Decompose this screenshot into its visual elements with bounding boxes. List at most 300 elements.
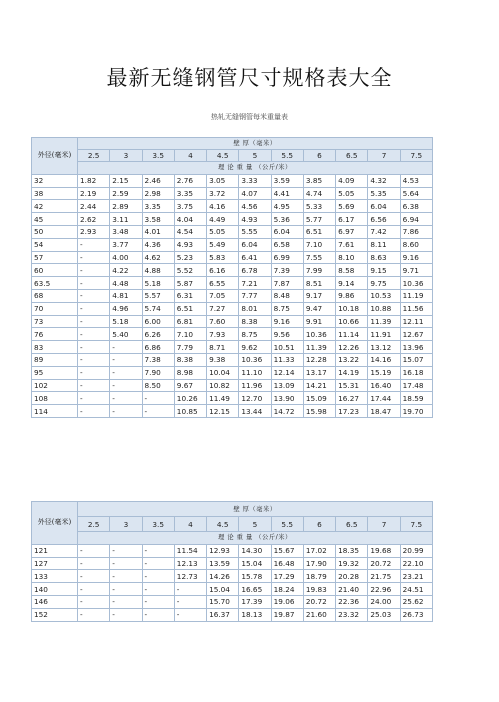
- weight-cell: 6.04: [271, 225, 303, 238]
- weight-cell: 11.54: [174, 544, 206, 557]
- weight-cell: -: [78, 264, 110, 277]
- weight-cell: -: [78, 277, 110, 290]
- weight-cell: 16.40: [368, 379, 400, 392]
- weight-cell: -: [142, 583, 174, 596]
- weight-cell: 3.33: [239, 174, 271, 187]
- thickness-header-cell: 4: [174, 150, 206, 162]
- outer-diameter-cell: 133: [32, 570, 78, 583]
- weight-cell: 12.26: [336, 341, 368, 354]
- theoretical-weight-header: 理 论 重 量 （公斤/米）: [78, 162, 433, 175]
- weight-cell: 11.56: [400, 302, 432, 315]
- weight-cell: 12.73: [174, 570, 206, 583]
- weight-cell: 6.04: [239, 238, 271, 251]
- weight-cell: 11.10: [239, 366, 271, 379]
- weight-cell: 5.40: [110, 328, 142, 341]
- table-row: [32, 200, 433, 213]
- weight-cell: 7.55: [303, 251, 335, 264]
- weight-cell: -: [110, 608, 142, 621]
- weight-cell: 18.13: [239, 608, 271, 621]
- weight-cell: 26.73: [400, 608, 432, 621]
- weight-cell: 14.72: [271, 405, 303, 418]
- weight-cell: 3.05: [207, 174, 239, 187]
- weight-cell: 15.04: [239, 557, 271, 570]
- thickness-header-cell: 4.5: [207, 150, 239, 162]
- weight-cell: 4.54: [174, 225, 206, 238]
- weight-cell: 1.82: [78, 174, 110, 187]
- weight-cell: 5.52: [174, 264, 206, 277]
- weight-cell: -: [78, 341, 110, 354]
- weight-cell: 21.40: [336, 583, 368, 596]
- outer-diameter-cell: 57: [32, 251, 78, 264]
- weight-cell: 12.15: [207, 405, 239, 418]
- weight-cell: 2.76: [174, 174, 206, 187]
- weight-cell: 7.87: [271, 277, 303, 290]
- weight-cell: 10.51: [271, 341, 303, 354]
- weight-cell: 5.64: [400, 187, 432, 200]
- weight-cell: 13.59: [207, 557, 239, 570]
- weight-cell: 6.94: [400, 213, 432, 226]
- weight-cell: -: [78, 302, 110, 315]
- weight-cell: -: [78, 608, 110, 621]
- weight-cell: 6.26: [142, 328, 174, 341]
- table-row: [32, 213, 433, 226]
- table-row: [32, 251, 433, 264]
- theoretical-weight-header: 理 论 重 量 （公斤/米）: [78, 532, 433, 545]
- table-row: [32, 595, 433, 608]
- weight-cell: 12.93: [207, 544, 239, 557]
- weight-cell: 6.00: [142, 315, 174, 328]
- weight-cell: -: [110, 379, 142, 392]
- weight-cell: 6.55: [207, 277, 239, 290]
- weight-cell: -: [78, 379, 110, 392]
- weight-cell: 15.31: [336, 379, 368, 392]
- thickness-header-cell: 6.5: [336, 150, 368, 162]
- weight-cell: 2.46: [142, 174, 174, 187]
- weight-cell: 24.00: [368, 595, 400, 608]
- weight-cell: 5.77: [303, 213, 335, 226]
- weight-cell: 6.17: [336, 213, 368, 226]
- weight-cell: 3.75: [174, 200, 206, 213]
- thickness-header-cell: 3: [110, 517, 142, 532]
- weight-cell: 17.29: [271, 570, 303, 583]
- weight-cell: -: [110, 595, 142, 608]
- weight-cell: 3.59: [271, 174, 303, 187]
- weight-cell: 10.53: [368, 289, 400, 302]
- table-row: [32, 392, 433, 405]
- outer-diameter-cell: 152: [32, 608, 78, 621]
- weight-cell: 4.01: [142, 225, 174, 238]
- weight-cell: -: [78, 405, 110, 418]
- header-row-group: [32, 502, 433, 517]
- weight-cell: 15.67: [271, 544, 303, 557]
- weight-cell: 9.56: [271, 328, 303, 341]
- weight-cell: 11.96: [239, 379, 271, 392]
- weight-cell: -: [174, 608, 206, 621]
- outer-diameter-cell: 73: [32, 315, 78, 328]
- weight-cell: 20.72: [303, 595, 335, 608]
- weight-cell: 21.60: [303, 608, 335, 621]
- weight-cell: 16.65: [239, 583, 271, 596]
- weight-cell: 25.03: [368, 608, 400, 621]
- weight-cell: 6.58: [271, 238, 303, 251]
- weight-cell: 2.44: [78, 200, 110, 213]
- weight-cell: -: [110, 405, 142, 418]
- weight-cell: 18.35: [336, 544, 368, 557]
- weight-cell: 16.37: [207, 608, 239, 621]
- weight-cell: -: [78, 353, 110, 366]
- weight-cell: 5.05: [336, 187, 368, 200]
- weight-cell: 13.96: [400, 341, 432, 354]
- weight-cell: 14.21: [303, 379, 335, 392]
- weight-cell: 10.26: [174, 392, 206, 405]
- weight-cell: 9.62: [239, 341, 271, 354]
- wall-thickness-header: 壁 厚（毫米）: [78, 502, 433, 517]
- weight-cell: 7.99: [303, 264, 335, 277]
- thickness-header-cell: 6.5: [336, 517, 368, 532]
- weight-cell: 3.11: [110, 213, 142, 226]
- weight-cell: 12.11: [400, 315, 432, 328]
- weight-cell: 7.42: [368, 225, 400, 238]
- weight-cell: 13.22: [336, 353, 368, 366]
- thickness-header-cell: 6: [303, 517, 335, 532]
- weight-cell: 4.09: [336, 174, 368, 187]
- weight-cell: 21.75: [368, 570, 400, 583]
- table-row: [32, 302, 433, 315]
- weight-cell: -: [174, 595, 206, 608]
- weight-cell: -: [78, 289, 110, 302]
- weight-cell: 4.00: [110, 251, 142, 264]
- weight-cell: 6.99: [271, 251, 303, 264]
- table-row: [32, 174, 433, 187]
- weight-cell: 9.16: [271, 315, 303, 328]
- weight-cell: 20.72: [368, 557, 400, 570]
- thickness-header-cell: 5: [239, 517, 271, 532]
- weight-cell: 7.10: [174, 328, 206, 341]
- weight-cell: 6.04: [368, 200, 400, 213]
- weight-cell: 2.62: [78, 213, 110, 226]
- weight-cell: 10.18: [336, 302, 368, 315]
- weight-cell: 16.18: [400, 366, 432, 379]
- weight-cell: 14.19: [336, 366, 368, 379]
- weight-cell: 19.32: [336, 557, 368, 570]
- weight-cell: 6.56: [368, 213, 400, 226]
- weight-cell: 10.36: [303, 328, 335, 341]
- weight-cell: -: [110, 557, 142, 570]
- weight-cell: 16.48: [271, 557, 303, 570]
- page-title: 最新无缝钢管尺寸规格表大全: [106, 66, 393, 90]
- weight-cell: 10.88: [368, 302, 400, 315]
- thickness-header-cell: 2.5: [78, 150, 110, 162]
- weight-cell: 8.50: [142, 379, 174, 392]
- weight-cell: 15.09: [303, 392, 335, 405]
- weight-cell: 22.10: [400, 557, 432, 570]
- weight-cell: 11.39: [303, 341, 335, 354]
- weight-cell: 12.14: [271, 366, 303, 379]
- weight-cell: 14.30: [239, 544, 271, 557]
- weight-cell: 8.63: [368, 251, 400, 264]
- weight-cell: 7.27: [207, 302, 239, 315]
- weight-cell: 19.70: [400, 405, 432, 418]
- weight-cell: -: [174, 583, 206, 596]
- weight-cell: -: [78, 583, 110, 596]
- weight-cell: 15.07: [400, 353, 432, 366]
- weight-cell: 5.33: [303, 200, 335, 213]
- weight-cell: 5.35: [368, 187, 400, 200]
- weight-cell: 25.62: [400, 595, 432, 608]
- weight-cell: -: [78, 251, 110, 264]
- weight-cell: 19.68: [368, 544, 400, 557]
- weight-cell: 18.47: [368, 405, 400, 418]
- weight-cell: 7.60: [207, 315, 239, 328]
- weight-cell: 13.09: [271, 379, 303, 392]
- weight-cell: 9.17: [303, 289, 335, 302]
- weight-cell: 24.51: [400, 583, 432, 596]
- weight-cell: 2.19: [78, 187, 110, 200]
- outer-diameter-cell: 68: [32, 289, 78, 302]
- table-row: [32, 570, 433, 583]
- weight-cell: 8.01: [239, 302, 271, 315]
- outer-diameter-cell: 127: [32, 557, 78, 570]
- header-row-thickness: [32, 517, 433, 532]
- weight-cell: 7.79: [174, 341, 206, 354]
- weight-cell: -: [78, 328, 110, 341]
- weight-cell: 9.71: [400, 264, 432, 277]
- weight-cell: -: [110, 341, 142, 354]
- weight-cell: 17.48: [400, 379, 432, 392]
- weight-cell: 4.88: [142, 264, 174, 277]
- weight-cell: -: [78, 392, 110, 405]
- weight-cell: -: [142, 608, 174, 621]
- outer-diameter-cell: 102: [32, 379, 78, 392]
- weight-cell: 7.05: [207, 289, 239, 302]
- weight-cell: 8.38: [174, 353, 206, 366]
- thickness-header-cell: 6: [303, 150, 335, 162]
- table-row: [32, 353, 433, 366]
- weight-cell: 17.44: [368, 392, 400, 405]
- weight-cell: 18.79: [303, 570, 335, 583]
- weight-cell: 4.96: [110, 302, 142, 315]
- weight-cell: 6.16: [207, 264, 239, 277]
- weight-cell: 9.75: [368, 277, 400, 290]
- table-row: [32, 366, 433, 379]
- weight-cell: 4.53: [400, 174, 432, 187]
- weight-cell: 4.07: [239, 187, 271, 200]
- weight-cell: 18.24: [271, 583, 303, 596]
- weight-cell: 5.87: [174, 277, 206, 290]
- pipe-weight-table-1: [31, 137, 433, 418]
- weight-cell: 4.32: [368, 174, 400, 187]
- weight-cell: 16.27: [336, 392, 368, 405]
- weight-cell: 2.89: [110, 200, 142, 213]
- thickness-header-cell: 7: [368, 517, 400, 532]
- outer-diameter-cell: 63.5: [32, 277, 78, 290]
- thickness-header-cell: 2.5: [78, 517, 110, 532]
- weight-cell: -: [110, 544, 142, 557]
- outer-diameter-cell: 60: [32, 264, 78, 277]
- weight-cell: -: [110, 583, 142, 596]
- weight-cell: 9.47: [303, 302, 335, 315]
- thickness-header-cell: 3.5: [142, 150, 174, 162]
- outer-diameter-cell: 38: [32, 187, 78, 200]
- weight-cell: 9.38: [207, 353, 239, 366]
- outer-diameter-cell: 108: [32, 392, 78, 405]
- weight-cell: 11.19: [400, 289, 432, 302]
- weight-cell: 11.39: [368, 315, 400, 328]
- weight-cell: 2.59: [110, 187, 142, 200]
- weight-cell: 7.93: [207, 328, 239, 341]
- weight-cell: 9.67: [174, 379, 206, 392]
- outer-diameter-header: 外径(毫米): [32, 502, 78, 545]
- table-row: [32, 264, 433, 277]
- weight-cell: 10.36: [400, 277, 432, 290]
- thickness-header-cell: 7.5: [400, 517, 432, 532]
- weight-cell: 5.36: [271, 213, 303, 226]
- weight-cell: 4.04: [174, 213, 206, 226]
- weight-cell: 11.33: [271, 353, 303, 366]
- weight-cell: 19.83: [303, 583, 335, 596]
- table-row: [32, 583, 433, 596]
- outer-diameter-cell: 146: [32, 595, 78, 608]
- weight-cell: 5.57: [142, 289, 174, 302]
- table-row: [32, 289, 433, 302]
- weight-cell: 5.18: [110, 315, 142, 328]
- header-row-thickness: [32, 150, 433, 162]
- weight-cell: 6.97: [336, 225, 368, 238]
- weight-cell: 20.99: [400, 544, 432, 557]
- wall-thickness-header: 壁 厚（毫米）: [78, 138, 433, 150]
- weight-cell: 2.93: [78, 225, 110, 238]
- table-row: [32, 608, 433, 621]
- weight-cell: 5.69: [336, 200, 368, 213]
- weight-cell: 8.75: [239, 328, 271, 341]
- weight-cell: 7.21: [239, 277, 271, 290]
- weight-cell: 12.13: [174, 557, 206, 570]
- weight-cell: 4.41: [271, 187, 303, 200]
- weight-cell: 9.91: [303, 315, 335, 328]
- outer-diameter-cell: 70: [32, 302, 78, 315]
- weight-cell: 5.23: [174, 251, 206, 264]
- weight-cell: 4.93: [239, 213, 271, 226]
- weight-cell: -: [78, 570, 110, 583]
- weight-cell: 4.56: [239, 200, 271, 213]
- weight-cell: 3.85: [303, 174, 335, 187]
- table-row: [32, 225, 433, 238]
- table-row: [32, 544, 433, 557]
- table-row: [32, 315, 433, 328]
- weight-cell: -: [142, 544, 174, 557]
- weight-cell: 13.90: [271, 392, 303, 405]
- pipe-weight-table-2: [31, 501, 433, 622]
- weight-cell: 8.11: [368, 238, 400, 251]
- weight-cell: 3.77: [110, 238, 142, 251]
- weight-cell: -: [142, 557, 174, 570]
- outer-diameter-cell: 54: [32, 238, 78, 251]
- weight-cell: 5.55: [239, 225, 271, 238]
- outer-diameter-cell: 32: [32, 174, 78, 187]
- weight-cell: -: [142, 570, 174, 583]
- weight-cell: 5.49: [207, 238, 239, 251]
- weight-cell: -: [78, 238, 110, 251]
- weight-cell: 19.06: [271, 595, 303, 608]
- table-row: [32, 238, 433, 251]
- table-row: [32, 277, 433, 290]
- weight-cell: 9.15: [368, 264, 400, 277]
- table-row: [32, 187, 433, 200]
- weight-cell: 15.19: [368, 366, 400, 379]
- weight-cell: 4.62: [142, 251, 174, 264]
- weight-cell: 10.82: [207, 379, 239, 392]
- weight-cell: 6.41: [239, 251, 271, 264]
- weight-cell: -: [110, 570, 142, 583]
- outer-diameter-cell: 140: [32, 583, 78, 596]
- weight-cell: 23.21: [400, 570, 432, 583]
- thickness-header-cell: 7.5: [400, 150, 432, 162]
- weight-cell: 8.10: [336, 251, 368, 264]
- weight-cell: 8.51: [303, 277, 335, 290]
- weight-cell: 4.22: [110, 264, 142, 277]
- weight-cell: 13.17: [303, 366, 335, 379]
- table-row: [32, 379, 433, 392]
- weight-cell: 4.95: [271, 200, 303, 213]
- weight-cell: 14.26: [207, 570, 239, 583]
- weight-cell: 12.70: [239, 392, 271, 405]
- weight-cell: 19.87: [271, 608, 303, 621]
- weight-cell: 4.81: [110, 289, 142, 302]
- weight-cell: 23.32: [336, 608, 368, 621]
- weight-cell: 10.04: [207, 366, 239, 379]
- weight-cell: 17.23: [336, 405, 368, 418]
- weight-cell: 14.16: [368, 353, 400, 366]
- weight-cell: 7.77: [239, 289, 271, 302]
- thickness-header-cell: 5.5: [271, 150, 303, 162]
- thickness-header-cell: 4.5: [207, 517, 239, 532]
- weight-cell: 5.18: [142, 277, 174, 290]
- outer-diameter-cell: 50: [32, 225, 78, 238]
- weight-cell: 2.15: [110, 174, 142, 187]
- weight-cell: -: [142, 392, 174, 405]
- thickness-header-cell: 5: [239, 150, 271, 162]
- weight-cell: 7.10: [303, 238, 335, 251]
- weight-cell: 3.72: [207, 187, 239, 200]
- thickness-header-cell: 3: [110, 150, 142, 162]
- weight-cell: 7.61: [336, 238, 368, 251]
- weight-cell: -: [142, 595, 174, 608]
- weight-cell: 4.16: [207, 200, 239, 213]
- weight-cell: 5.74: [142, 302, 174, 315]
- weight-cell: 8.98: [174, 366, 206, 379]
- outer-diameter-cell: 45: [32, 213, 78, 226]
- weight-cell: 3.35: [174, 187, 206, 200]
- header-row-weight: [32, 532, 433, 545]
- weight-cell: 8.38: [239, 315, 271, 328]
- weight-cell: 7.39: [271, 264, 303, 277]
- weight-cell: 15.98: [303, 405, 335, 418]
- weight-cell: 6.51: [303, 225, 335, 238]
- weight-cell: 10.36: [239, 353, 271, 366]
- thickness-header-cell: 7: [368, 150, 400, 162]
- outer-diameter-cell: 121: [32, 544, 78, 557]
- weight-cell: -: [78, 544, 110, 557]
- weight-cell: 5.83: [207, 251, 239, 264]
- outer-diameter-cell: 89: [32, 353, 78, 366]
- weight-cell: 20.28: [336, 570, 368, 583]
- weight-cell: -: [110, 353, 142, 366]
- weight-cell: 18.59: [400, 392, 432, 405]
- weight-cell: 9.86: [336, 289, 368, 302]
- weight-cell: 8.58: [336, 264, 368, 277]
- weight-cell: 7.86: [400, 225, 432, 238]
- weight-cell: -: [78, 315, 110, 328]
